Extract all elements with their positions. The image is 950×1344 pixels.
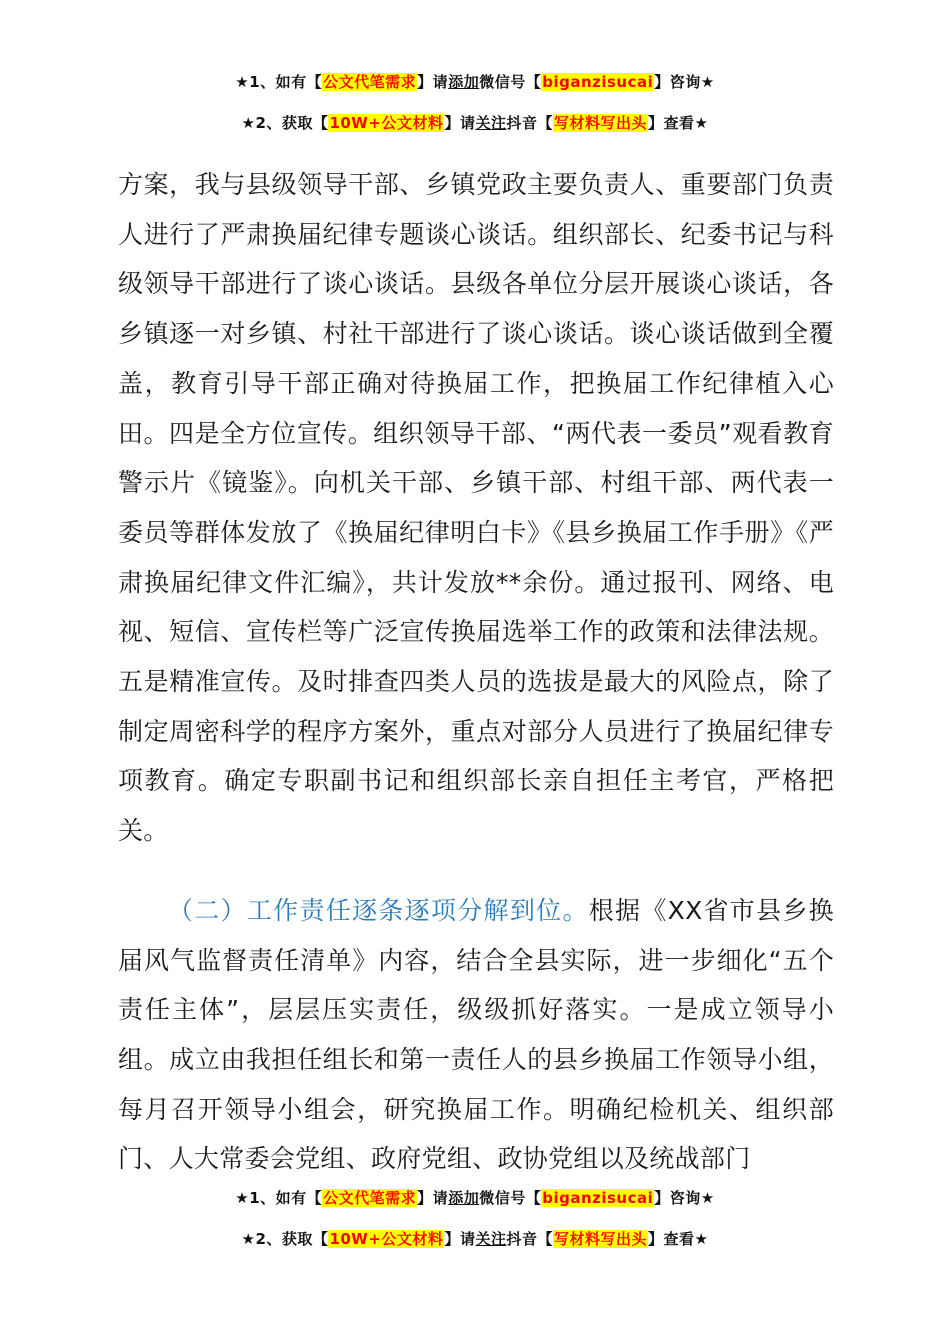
banner-text: 】查看★	[648, 1230, 709, 1248]
paragraph-1: 方案，我与县级领导干部、乡镇党政主要负责人、重要部门负责人进行了严肃换届纪律专题谈心谈话。组织部长、纪委书记与科级领导干部进行了谈心谈话。县级各单位分层开展谈心谈话，各乡镇逐一对乡镇、村社干部进行了谈心谈话。谈心谈话做到全覆盖，教育引导干部正确对待换届工作，把换届工作纪律植入心田。四是全方位宣传。组织领导干部、“两代表一委员”观看教育警示片《镜鉴》。向机关干部、乡镇干部、村组干部、两代表一委员等群体发放了《换届纪律明白卡》《县乡换届工作手册》《严肃换届纪律文件汇编》，共计发放**余份。通过报刊、网络、电视、短信、宣传栏等广泛宣传换届选举工作的政策和法律法规。五是精准宣传。及时排查四类人员的选拔是最大的风险点，除了制定周密科学的程序方案外，重点对部分人员进行了换届纪律专项教育。确定专职副书记和组织部长亲自担任主考官，严格把关。	[118, 170, 834, 846]
banner-text: 微信号【	[479, 1189, 542, 1207]
document-body	[118, 160, 834, 1184]
banner-highlight: 公文代笔需求	[323, 1189, 417, 1207]
bottom-banner-line-1	[0, 1187, 950, 1208]
banner-highlight: 10W+公文材料	[329, 1230, 444, 1248]
banner-text: 】请	[444, 1230, 476, 1248]
banner-text: ★2、获取【	[241, 114, 329, 132]
banner-text: 】咨询★	[654, 73, 715, 91]
banner-text: 】请	[444, 114, 476, 132]
top-banner-line-1	[0, 71, 950, 92]
banner-text: ★2、获取【	[241, 1230, 329, 1248]
banner-underlined-text: 添加	[448, 73, 480, 91]
banner-highlight: biganzisucai	[542, 1189, 654, 1207]
banner-text: 】请	[417, 1189, 449, 1207]
banner-text: ★1、如有【	[235, 1189, 323, 1207]
top-banner-line-2	[0, 112, 950, 133]
banner-text: 抖音【	[506, 1230, 553, 1248]
banner-text: 抖音【	[506, 114, 553, 132]
banner-text: 】咨询★	[654, 1189, 715, 1207]
bottom-banner-line-2	[0, 1228, 950, 1249]
banner-text: 】请	[417, 73, 449, 91]
banner-highlight: 写材料写出头	[553, 1230, 647, 1248]
banner-text: ★1、如有【	[235, 73, 323, 91]
banner-highlight: 写材料写出头	[553, 114, 647, 132]
banner-underlined-text: 添加	[448, 1189, 480, 1207]
paragraph-2	[118, 886, 834, 1184]
banner-highlight: 公文代笔需求	[323, 73, 417, 91]
banner-underlined-text: 关注	[475, 1230, 507, 1248]
banner-text: 】查看★	[648, 114, 709, 132]
banner-text: 微信号【	[479, 73, 542, 91]
paragraph-2-body: 根据《XX省市县乡换届风气监督责任清单》内容，结合全县实际，进一步细化“五个责任主体”，层层压实责任，级级抓好落实。一是成立领导小组。成立由我担任组长和第一责任人的县乡换届工作领导小组，每月召开领导小组会，研究换届工作。明确纪检机关、组织部门、人大常委会党组、政府党组、政协党组以及统战部门	[118, 895, 834, 1174]
banner-highlight: biganzisucai	[542, 73, 654, 91]
banner-underlined-text: 关注	[475, 114, 507, 132]
banner-highlight: 10W+公文材料	[329, 114, 444, 132]
section-heading: （二）工作责任逐条逐项分解到位。	[168, 895, 589, 925]
